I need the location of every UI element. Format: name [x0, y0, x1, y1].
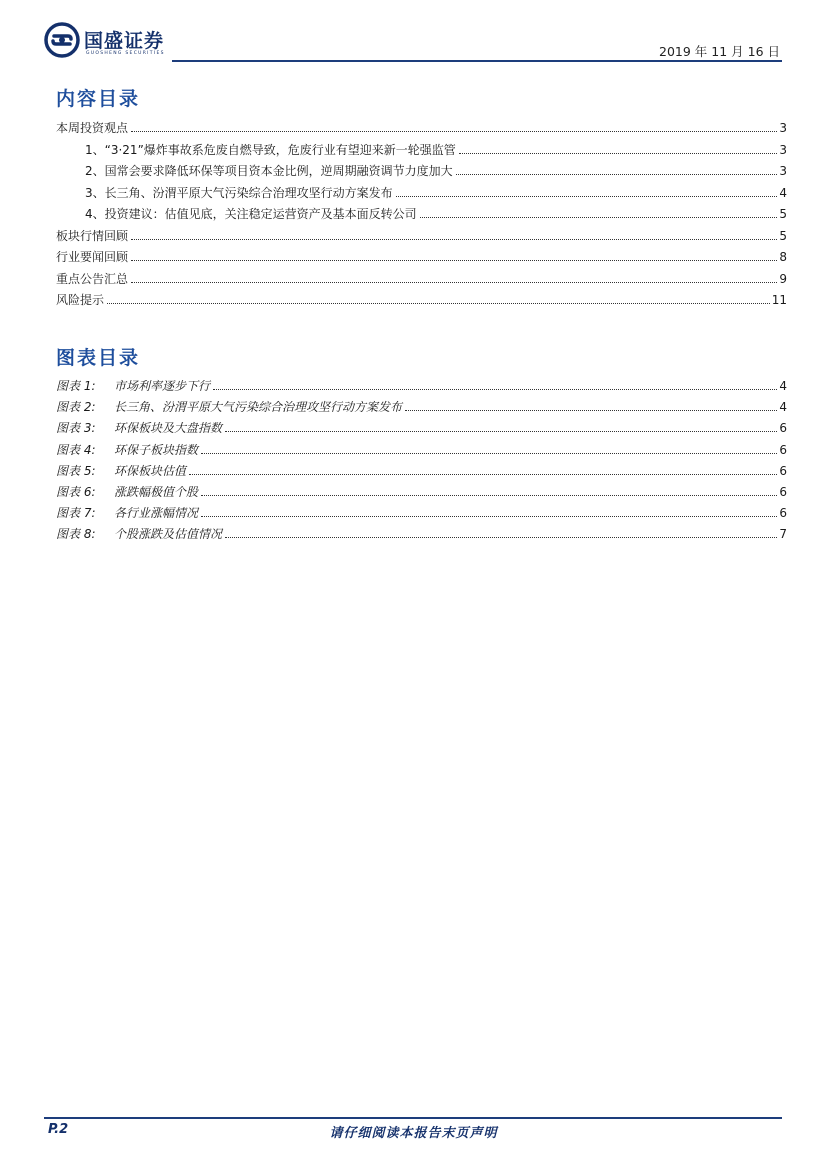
toc-entry-page: 4	[779, 185, 787, 200]
dot-leader	[456, 174, 778, 175]
dot-leader	[396, 196, 778, 197]
figure-entry-page: 6	[779, 463, 787, 478]
dot-leader	[201, 516, 777, 517]
figure-entry-label	[56, 419, 222, 436]
figures-list	[56, 377, 787, 547]
page-number: P.2	[48, 1122, 69, 1137]
figure-entry-label	[56, 398, 402, 415]
figure-entry-label	[56, 504, 198, 521]
dot-leader	[201, 495, 777, 496]
figure-entry[interactable]	[56, 398, 787, 419]
figure-entry-page: 6	[779, 442, 787, 457]
toc-entry-label: 行业要闻回顾	[56, 250, 129, 264]
figure-entry[interactable]	[56, 483, 787, 504]
logo-text: 国盛证券	[84, 30, 165, 52]
logo-subtext: GUOSHENG SECURITIES	[86, 51, 165, 56]
toc-entry-page: 8	[779, 250, 787, 264]
footer-divider	[44, 1117, 782, 1119]
figure-entry[interactable]	[56, 504, 787, 525]
toc-entry[interactable]	[56, 119, 787, 141]
figure-entry-label	[56, 377, 210, 394]
toc-entry[interactable]	[56, 227, 787, 249]
figure-entry-page: 6	[779, 421, 787, 436]
figure-entry[interactable]	[56, 419, 787, 440]
figure-entry[interactable]	[56, 441, 787, 462]
toc-entry-page: 3	[779, 164, 787, 178]
contents-title: 内容目录	[56, 88, 141, 110]
toc-entry[interactable]	[56, 205, 787, 227]
figure-entry[interactable]	[56, 462, 787, 483]
toc-entry-label: 重点公告汇总	[56, 271, 129, 286]
toc-entry[interactable]	[56, 270, 787, 292]
figure-number: 图表 7:	[56, 506, 96, 521]
toc-entry-label: 3、长三角、汾渭平原大气污染综合治理攻坚行动方案发布	[85, 185, 393, 200]
figure-title: 环保板块估值	[114, 463, 187, 478]
figure-entry-label	[56, 525, 222, 542]
toc-entry-label: 板块行情回顾	[56, 228, 129, 243]
figure-entry-page: 6	[779, 506, 787, 521]
dot-leader	[107, 303, 770, 304]
toc-entry[interactable]	[56, 184, 787, 206]
toc-entry-page: 5	[779, 207, 787, 221]
figure-title: 环保子板块指数	[114, 442, 199, 457]
figure-entry-label	[56, 462, 186, 479]
toc-entry-label: 2、国常会要求降低环保等项目资本金比例，逆周期融资调节力度加大	[85, 164, 453, 178]
toc-entry[interactable]	[56, 248, 787, 270]
figure-entry-page: 6	[779, 484, 787, 499]
toc-entry-label: 风险提示	[56, 293, 105, 307]
dot-leader	[131, 239, 777, 240]
figure-number: 图表 3:	[56, 421, 96, 436]
toc-entry-label: 本周投资观点	[56, 121, 129, 135]
dot-leader	[213, 389, 777, 390]
figure-number: 图表 1:	[56, 379, 96, 393]
figure-title: 个股涨跌及估值情况	[114, 527, 223, 542]
figure-title: 涨跌幅极值个股	[114, 484, 199, 499]
dot-leader	[225, 431, 777, 432]
toc-entry-page: 9	[779, 271, 787, 286]
toc-entry-page: 11	[771, 293, 787, 307]
dot-leader	[189, 474, 777, 475]
header-divider	[172, 60, 782, 62]
dot-leader	[201, 453, 777, 454]
toc-entry-page: 3	[779, 142, 787, 157]
dot-leader	[420, 217, 778, 218]
figure-number: 图表 8:	[56, 527, 96, 542]
figure-entry[interactable]	[56, 377, 787, 398]
dot-leader	[131, 260, 777, 261]
disclaimer-note: 请仔细阅读本报告末页声明	[329, 1126, 498, 1141]
dot-leader	[225, 537, 777, 538]
figure-entry-page: 4	[779, 400, 787, 415]
figure-entry[interactable]	[56, 525, 787, 546]
figure-number: 图表 2:	[56, 400, 96, 415]
figure-title: 环保板块及大盘指数	[114, 421, 223, 436]
report-date: 2019 年 11 月 16 日	[659, 44, 780, 59]
figure-entry-label	[56, 441, 198, 458]
figure-number: 图表 5:	[56, 463, 96, 478]
figure-title: 市场利率逐步下行	[114, 379, 211, 393]
dot-leader	[131, 282, 777, 283]
company-logo	[44, 22, 204, 62]
toc-entry-page: 3	[779, 121, 787, 135]
toc-entry[interactable]	[56, 291, 787, 313]
figure-title: 各行业涨幅情况	[114, 506, 199, 521]
figure-entry-label	[56, 483, 198, 500]
figures-title: 图表目录	[56, 347, 141, 369]
toc-entry[interactable]	[56, 162, 787, 184]
dot-leader	[405, 410, 777, 411]
toc-entry-page: 5	[779, 228, 787, 243]
toc-entry[interactable]	[56, 141, 787, 163]
toc-entry-label: 4、投资建议：估值见底，关注稳定运营资产及基本面反转公司	[85, 207, 417, 221]
figure-number: 图表 4:	[56, 442, 96, 457]
contents-list	[56, 119, 787, 313]
figure-entry-page: 4	[779, 379, 787, 393]
figure-entry-page: 7	[779, 527, 787, 542]
toc-entry-label: 1、“3·21”爆炸事故系危废自燃导致，危废行业有望迎来新一轮强监管	[85, 142, 456, 157]
dot-leader	[131, 131, 777, 132]
dot-leader	[459, 153, 778, 154]
page-header	[44, 20, 782, 64]
figure-title: 长三角、汾渭平原大气污染综合治理攻坚行动方案发布	[114, 400, 403, 415]
logo-mark-icon	[44, 22, 80, 58]
figure-number: 图表 6:	[56, 484, 96, 499]
